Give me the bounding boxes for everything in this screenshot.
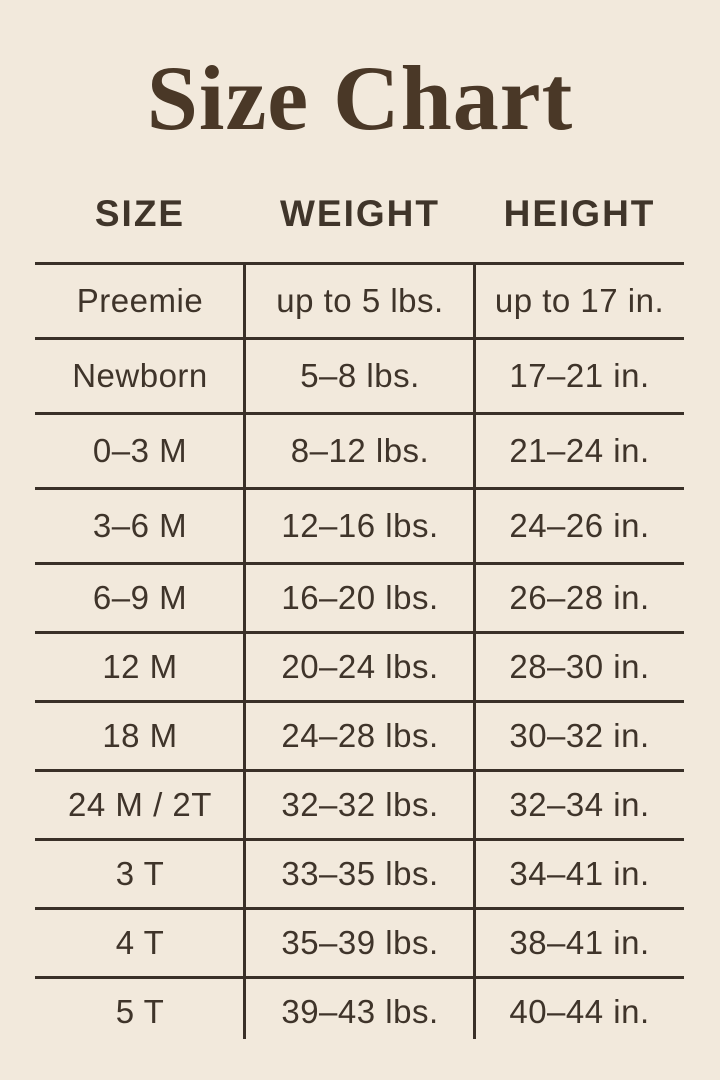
size-cell: 12 M (102, 648, 178, 685)
height-cell: 32–34 in. (509, 786, 650, 823)
height-cell: 30–32 in. (509, 717, 650, 754)
size-cell: 5 T (115, 993, 165, 1030)
size-table (35, 262, 684, 1045)
height-cell: 24–26 in. (509, 507, 650, 544)
height-cell: 26–28 in. (509, 579, 650, 616)
height-cell: 38–41 in. (509, 924, 650, 961)
weight-cell: 39–43 lbs. (281, 993, 439, 1030)
weight-cell: 24–28 lbs. (281, 717, 439, 754)
size-cell: Newborn (72, 357, 208, 394)
column-header-height: HEIGHT (503, 193, 656, 234)
size-cell: 3 T (115, 855, 165, 892)
table-row (35, 262, 684, 337)
column-divider (243, 262, 246, 1039)
size-cell: 4 T (115, 924, 165, 961)
table-row (35, 907, 684, 976)
height-cell: 34–41 in. (509, 855, 650, 892)
page-title: Size Chart (146, 47, 574, 149)
height-cell: 21–24 in. (509, 432, 650, 469)
table-row (35, 700, 684, 769)
table-row (35, 337, 684, 412)
weight-cell: 5–8 lbs. (300, 357, 420, 394)
weight-cell: 20–24 lbs. (281, 648, 439, 685)
size-cell: 6–9 M (92, 579, 188, 616)
height-cell: 28–30 in. (509, 648, 650, 685)
size-cell: 0–3 M (92, 432, 188, 469)
weight-cell: 35–39 lbs. (281, 924, 439, 961)
height-cell: up to 17 in. (494, 282, 665, 319)
table-row (35, 631, 684, 700)
table-row (35, 562, 684, 631)
weight-cell: 12–16 lbs. (281, 507, 439, 544)
table-row (35, 769, 684, 838)
height-cell: 17–21 in. (509, 357, 650, 394)
size-cell: 24 M / 2T (68, 786, 212, 823)
table-row (35, 487, 684, 562)
table-row (35, 976, 684, 1045)
weight-cell: 33–35 lbs. (281, 855, 439, 892)
height-cell: 40–44 in. (509, 993, 650, 1030)
table-row (35, 412, 684, 487)
column-header-weight: WEIGHT (280, 193, 440, 234)
weight-cell: 16–20 lbs. (281, 579, 439, 616)
size-cell: 3–6 M (92, 507, 188, 544)
column-header-size: SIZE (94, 193, 186, 234)
table-header-row (35, 192, 684, 236)
size-cell: Preemie (76, 282, 204, 319)
weight-cell: up to 5 lbs. (276, 282, 444, 319)
weight-cell: 8–12 lbs. (290, 432, 430, 469)
column-divider (473, 262, 476, 1039)
weight-cell: 32–32 lbs. (281, 786, 439, 823)
size-cell: 18 M (102, 717, 178, 754)
table-row (35, 838, 684, 907)
